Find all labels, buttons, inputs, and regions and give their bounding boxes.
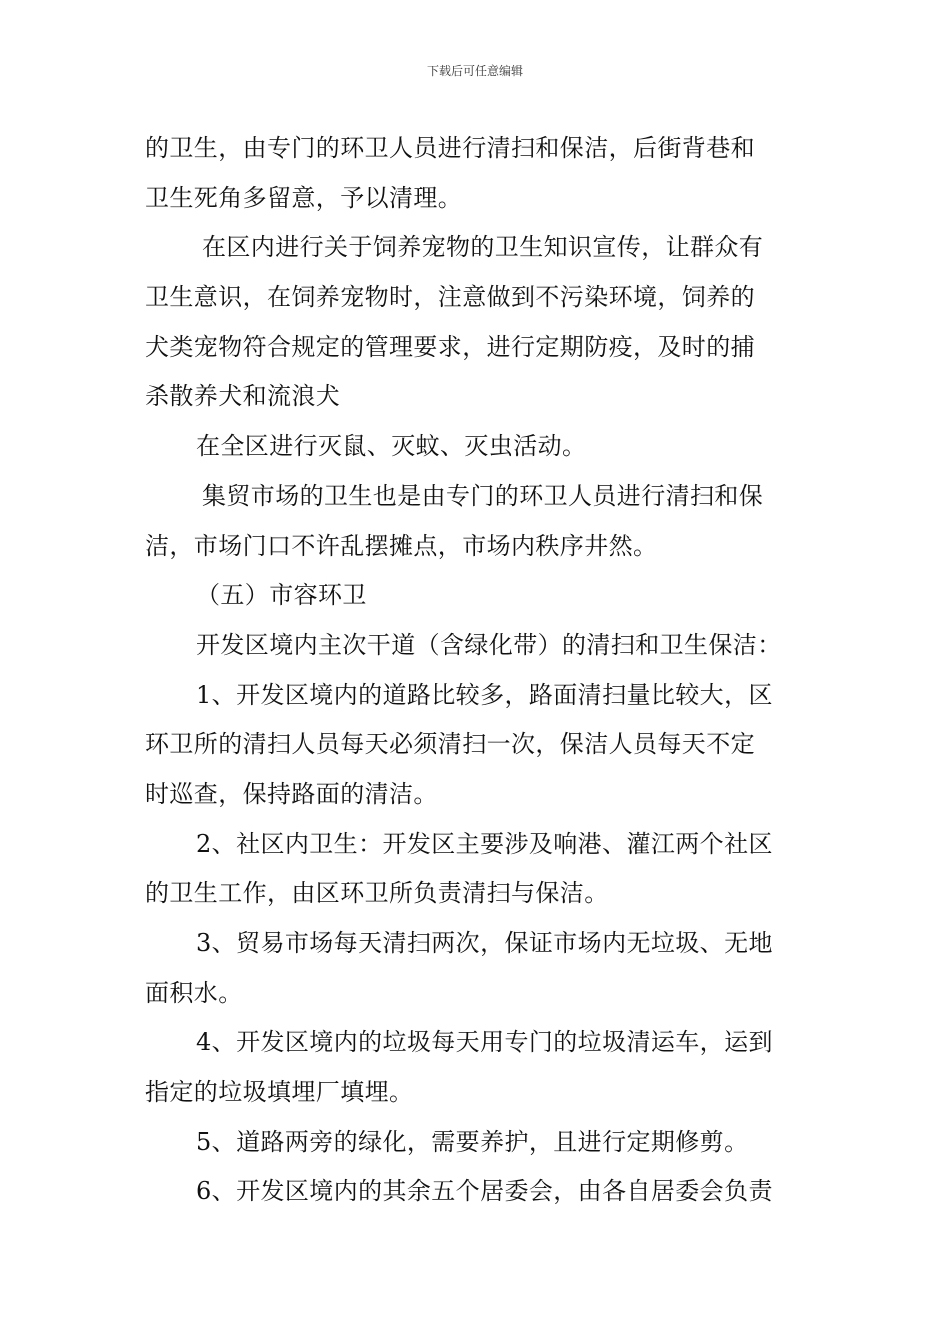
- text-line: 4、开发区境内的垃圾每天用专门的垃圾清运车，运到: [196, 1028, 773, 1057]
- text-line: 开发区境内主次干道（含绿化带）的清扫和卫生保洁：: [196, 630, 782, 659]
- text-line: 6、开发区境内的其余五个居委会，由各自居委会负责: [196, 1177, 773, 1206]
- text-line: 洁，市场门口不许乱摆摊点，市场内秩序井然。: [145, 531, 658, 560]
- page-header: 下载后可任意编辑: [426, 64, 523, 78]
- text-line: 犬类宠物符合规定的管理要求，进行定期防疫，及时的捕: [145, 332, 755, 361]
- text-line: 的卫生工作，由区环卫所负责清扫与保洁。: [145, 879, 609, 908]
- text-line: 杀散养犬和流浪犬: [145, 382, 341, 411]
- text-line: （五）市容环卫: [196, 581, 367, 610]
- text-line: 面积水。: [145, 978, 243, 1007]
- text-line: 卫生意识，在饲养宠物时，注意做到不污染环境，饲养的: [145, 283, 755, 312]
- text-line: 在区内进行关于饲养宠物的卫生知识宣传，让群众有: [202, 233, 764, 262]
- text-line: 指定的垃圾填埋厂填埋。: [145, 1078, 414, 1107]
- text-line: 卫生死角多留意，予以清理。: [145, 183, 463, 212]
- text-line: 5、道路两旁的绿化，需要养护，且进行定期修剪。: [196, 1127, 749, 1156]
- text-line: 时巡查，保持路面的清洁。: [145, 779, 438, 808]
- text-line: 在全区进行灭鼠、灭蚊、灭虫活动。: [196, 432, 587, 461]
- text-line: 的卫生，由专门的环卫人员进行清扫和保洁，后街背巷和: [145, 134, 755, 162]
- text-line: 集贸市场的卫生也是由专门的环卫人员进行清扫和保: [202, 481, 764, 510]
- text-line: 2、社区内卫生：开发区主要涉及响港、灌江两个社区: [196, 829, 773, 858]
- text-line: 1、开发区境内的道路比较多，路面清扫量比较大，区: [196, 680, 773, 709]
- text-line: 环卫所的清扫人员每天必须清扫一次，保洁人员每天不定: [145, 730, 755, 759]
- text-line: 3、贸易市场每天清扫两次，保证市场内无垃圾、无地: [196, 929, 773, 957]
- document-body: [145, 124, 810, 1217]
